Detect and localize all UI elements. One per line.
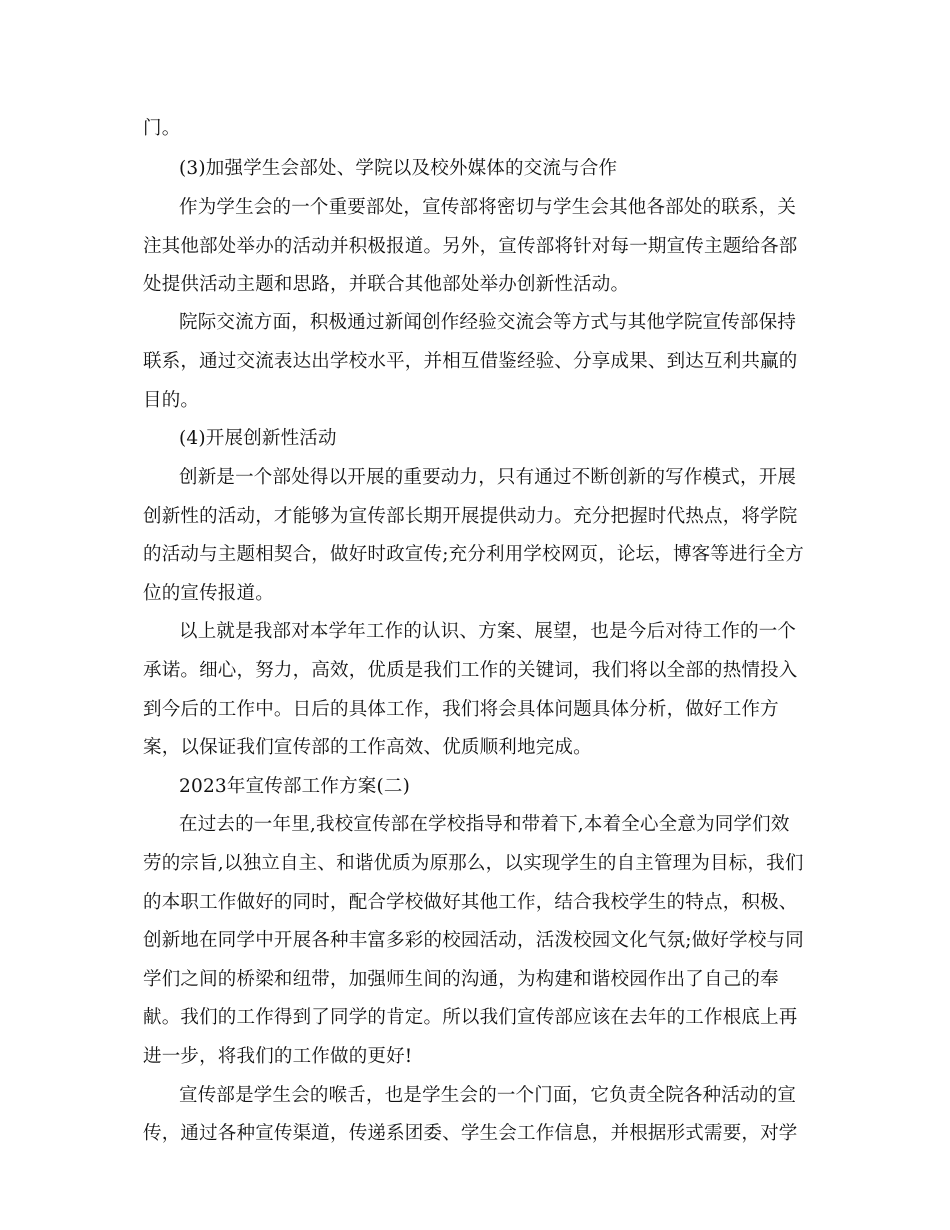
text-line: 创新地在同学中开展各种丰富多彩的校园活动，活泼校园文化气氛;做好学校与同 [143,930,804,951]
text-line: 传，通过各种宣传渠道，传递系团委、学生会工作信息，并根据形式需要，对学 [143,1123,798,1144]
text-line: 承诺。细心，努力，高效，优质是我们工作的关键词，我们将以全部的热情投入 [143,660,798,681]
document-title: 2023年宣传部工作方案(二) [179,776,411,797]
text-line: 院际交流方面，积极通过新闻创作经验交流会等方式与其他学院宣传部保持 [179,312,797,333]
text-line: 注其他部处举办的活动并积极报道。另外，宣传部将针对每一期宣传主题给各部 [143,236,798,257]
text-line: 进一步，将我们的工作做的更好! [143,1046,413,1067]
text-line: 的活动与主题相契合，做好时政宣传;充分利用学校网页，论坛，博客等进行全方 [143,544,804,565]
text-line: 创新性的活动，才能够为宣传部长期开展提供动力。充分把握时代热点，将学院 [143,506,798,527]
text-line: 到今后的工作中。日后的具体工作，我们将会具体问题具体分析，做好工作方 [143,699,779,720]
text-line: 门。 [143,118,181,139]
text-line: 的本职工作做好的同时，配合学校做好其他工作，结合我校学生的特点，积极、 [143,892,798,913]
text-line: 劳的宗旨,以独立自主、和谐优质为原那么，以实现学生的自主管理为目标，我们 [143,853,804,874]
text-line: 联系，通过交流表达出学校水平，并相互借鉴经验、分享成果、到达互利共赢的 [143,351,798,372]
text-line: 处提供活动主题和思路，并联合其他部处举办创新性活动。 [143,274,630,295]
section-heading: (4)开展创新性活动 [179,428,337,449]
text-line: 位的宣传报道。 [143,583,274,604]
text-line: 献。我们的工作得到了同学的肯定。所以我们宣传部应该在去年的工作根底上再 [143,1007,798,1028]
text-line: 作为学生会的一个重要部处，宣传部将密切与学生会其他各部处的联系，关 [179,197,797,218]
text-line: 学们之间的桥梁和纽带，加强师生间的沟通，为构建和谐校园作出了自己的奉 [143,969,779,990]
section-heading: (3)加强学生会部处、学院以及校外媒体的交流与合作 [179,158,618,179]
text-line: 案，以保证我们宣传部的工作高效、优质顺利地完成。 [143,737,592,758]
text-line: 创新是一个部处得以开展的重要动力，只有通过不断创新的写作模式，开展 [179,467,797,488]
text-line: 目的。 [143,390,200,411]
text-line: 宣传部是学生会的喉舌，也是学生会的一个门面，它负责全院各种活动的宣 [179,1085,797,1106]
text-line: 在过去的一年里,我校宣传部在学校指导和带着下,本着全心全意为同学们效 [179,814,790,835]
text-line: 以上就是我部对本学年工作的认识、方案、展望，也是今后对待工作的一个 [179,621,797,642]
